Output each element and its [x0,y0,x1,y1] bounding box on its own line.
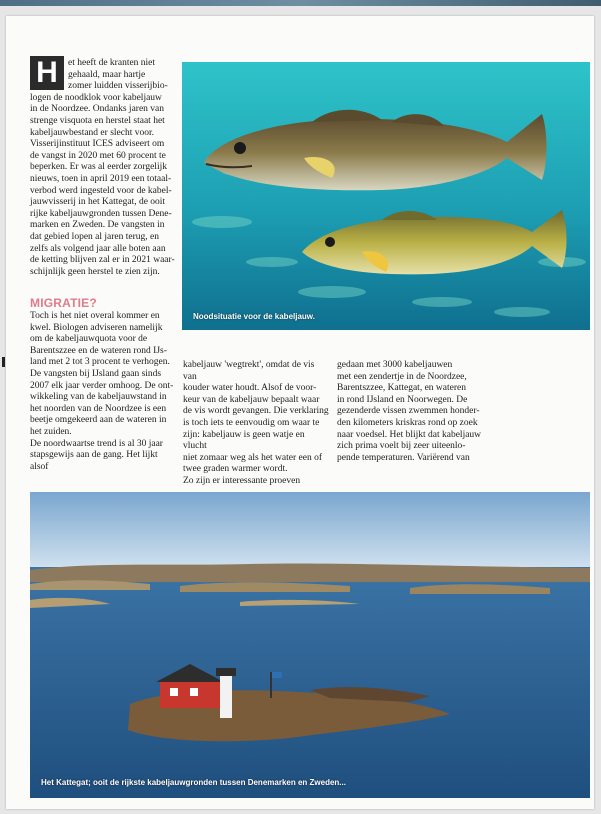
intro-line: strenge visquota en herstel staat het [30,115,165,126]
intro-line: dat gebied lopen al jaren terug, en [30,231,159,242]
body-line: kwel. Biologen adviseren namelijk [30,322,163,333]
intro-line: beperken. Er was al eerder zorgelijk [30,162,167,173]
intro-line: logen de noodklok voor kabeljauw [30,92,162,103]
intro-line: nieuws, toen in april 2019 een totaal- [30,173,172,184]
body-line: De vangsten bij IJsland gaan sinds [30,368,162,379]
body-line: 2007 elk jaar verder omhoog. De ont- [30,380,174,391]
intro-line: zelfs als volgend jaar alle boten aan [30,243,166,254]
body-line: pende temperaturen. Variërend van [337,452,470,463]
lighthouse-caption: Het Kattegat; ooit de rijkste kabeljauwgronden tussen Denemarken en Zweden... [41,778,346,787]
body-line: zijn: kabeljauw is geen watje en vlucht [183,429,305,452]
cod-illustration [182,62,590,330]
body-line: het zuiden. [30,426,72,437]
body-line: het noorden van de Noordzee is een [30,403,167,414]
body-line: Toch is het niet overal kommer en [30,311,160,321]
body-line: naar voedsel. Het blijkt dat kabeljauw [337,429,482,440]
body-line: zich prima voelt bij zeer uiteenlo- [337,441,466,452]
body-line: om de kabeljauwquota voor de [30,334,148,345]
section-heading: MIGRATIE? [30,296,97,310]
intro-line: schijnlijk geen herstel te zien zijn. [30,266,160,277]
intro-paragraph [30,58,180,278]
intro-line: et heeft de kranten niet [68,58,156,68]
intro-line: kabeljauwbestand er slecht voor. [30,127,154,138]
intro-line: marken en Zweden. De vangsten in [30,220,165,231]
body-line: Barentszzee en de wateren rond IJs- [30,345,167,356]
body-line: Zo zijn er interessante proeven [183,475,301,486]
column-2-paragraph [183,360,330,488]
body-line: keur van de kabeljauw bepaalt waar [183,394,320,405]
intro-line: verbod werd ingesteld voor de kabel- [30,185,172,196]
previous-page-strip [0,0,601,6]
body-line: Barentszzee, Kattegat, en wateren [337,383,466,394]
body-line: land met 2 tot 3 procent te verhogen. [30,357,170,368]
column-1-paragraph [30,311,178,473]
body-line: twee graden warmer wordt. [183,464,288,475]
body-line: den kilometers kriskras rond op zoek [337,417,478,428]
drop-cap: H [30,56,64,90]
body-line: De noordwaartse trend is al 30 jaar [30,438,163,449]
intro-line: de vangst in 2020 met 60 procent te [30,150,166,161]
body-line: beetje omgekeerd aan de wateren in [30,415,167,426]
intro-line: Visserijinstituut ICES adviseert om [30,139,165,150]
body-line: gedaan met 3000 kabeljauwen [337,360,453,370]
intro-line: de ketting blijven zal er in 2021 waar- [30,255,175,266]
intro-line: jauwvisserij in het Kattegat, de ooit [30,197,166,208]
fish-caption: Noodsituatie voor de kabeljauw. [193,312,315,321]
intro-line: in de Noordzee. Ondanks jaren van [30,104,165,115]
cod-photo [182,62,590,330]
body-line: wikkeling van de kabeljauwstand in [30,392,167,403]
column-3-paragraph [337,360,485,464]
intro-line: rijke kabeljauwgronden tussen Dene- [30,208,172,219]
body-line: stapsgewijs aan de gang. Het lijkt alsof [30,450,158,472]
intro-line: gehaald, maar hartje [68,69,146,80]
kattegat-illustration [30,492,590,798]
body-line: gezenderde vissen zwemmen honder- [337,406,480,417]
lighthouse-photo [30,492,590,798]
body-line: in rond IJsland en Noorwegen. De [337,394,468,405]
intro-line: zomer luidden visserijbio- [68,81,168,92]
body-line: de vis wordt gevangen. Die verklaring [183,406,329,417]
body-line: is toch iets te eenvoudig om waar te [183,417,320,428]
body-line: kouder water houdt. Alsof de voor- [183,383,317,394]
body-line: kabeljauw 'wegtrekt', omdat de vis van [183,360,315,382]
body-line: met een zendertje in de Noordzee, [337,371,467,382]
body-line: niet zomaar weg als het water een of [183,452,323,463]
binding-mark [2,357,5,367]
